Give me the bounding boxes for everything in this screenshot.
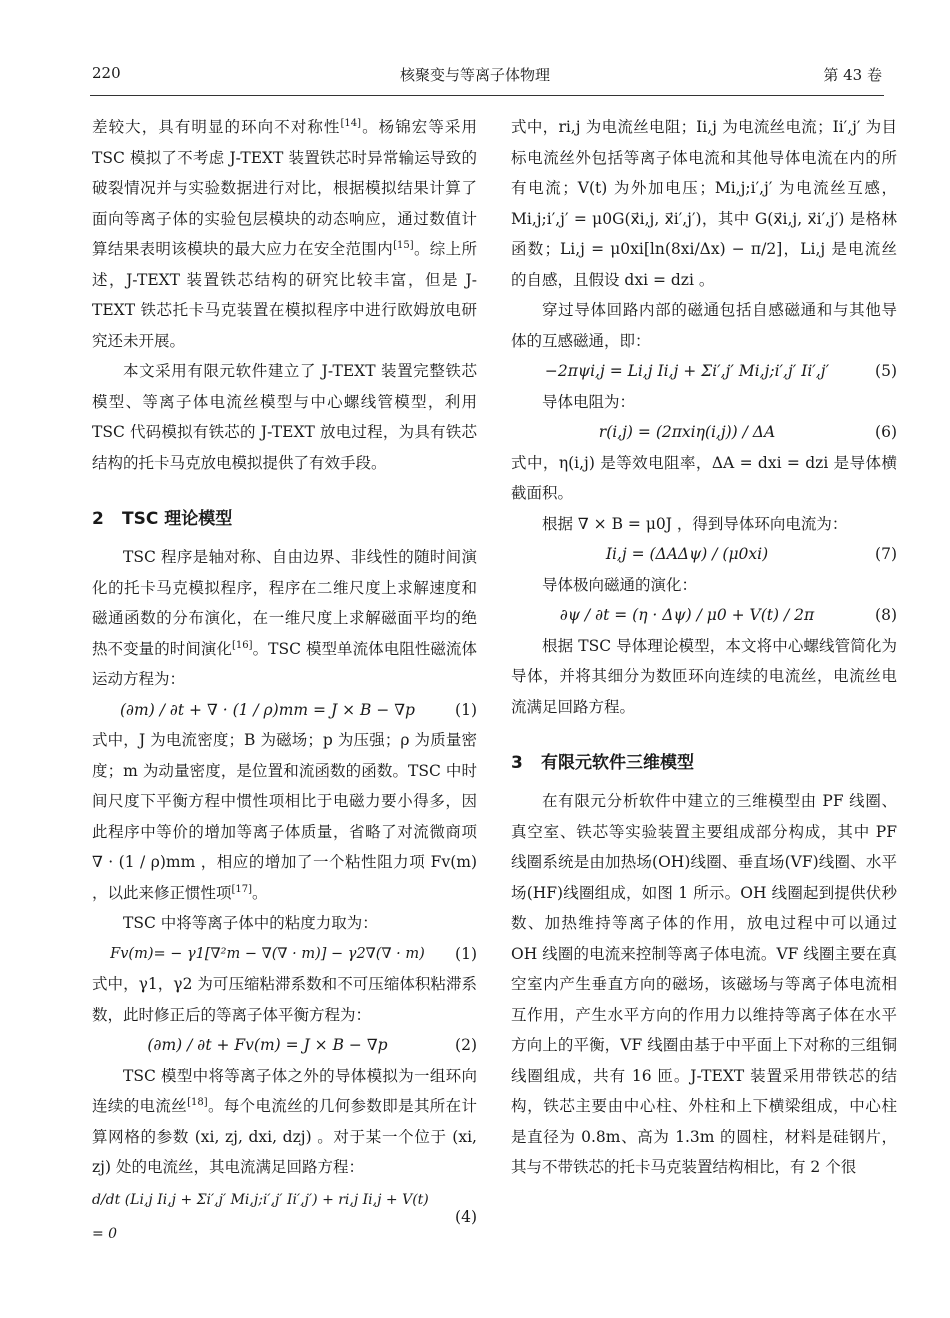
equation-6: r(i,j) = (2πxiη(i,j)) / ΔA (6)	[598, 423, 897, 441]
equation-4: d/dt (Li,j Ii,j + Σi′,j′ Mi,j;i′,j′ Ii′,j′) + ri,j Ii,j + V(t) = 0 (4)	[92, 1191, 477, 1242]
journal-title: 核聚变与等离子体物理	[399, 66, 550, 84]
paragraph-flux: 穿过导体回路内部的磁通包括自感磁通和与其他导体的互感磁通，即：	[511, 301, 897, 350]
paragraph-intro: 本文采用有限元软件建立了 J-TEXT 装置完整铁芯模型、等离子体电流丝模型与中心螺线管模型，利用 TSC 代码模拟有铁芯的 J-TEXT 放电过程，为具有铁芯结构的托卡马克放电模拟提供了有效手段。	[92, 362, 477, 472]
page-number: 220	[92, 64, 121, 82]
right-column	[511, 112, 897, 1183]
paragraph-viscosity: TSC 中将等离子体中的粘度力取为：	[123, 914, 378, 932]
paragraph-resistance: 导体电阻为：	[542, 392, 636, 411]
citation: [16]	[232, 639, 253, 651]
paragraph-filament: TSC 模型中将等离子体之外的导体模拟为一组环向连续的电流丝[18]。每个电流丝的几何参数即是其所在计算网格的参数 (xi, zj, dxi, dzj) 。对于某一个位于 (xi, zj) 处的电流丝，其电流满足回路方程：	[92, 1066, 477, 1176]
paragraph-where: 式中，ri,j 为电流丝电阻；Ii,j 为电流丝电流；Ii′,j′ 为目标电流丝外包括等离子体电流和其他导体电流在内的所有电流；V(t) 为外加电压；Mi,j;i′,j′ 为电流丝互感，Mi,j;i′,j′ = μ0G(x⃗i,j, x⃗i′,j′)，其中 G(x⃗i,j, x⃗i′,j′) 是格林函数；Li,j = μ0xi[ln(8xi/Δx) − π/2]，Li,j 是电流丝的自感，且假设 dxi = dzi 。	[511, 118, 897, 289]
paragraph-continued: 差较大，具有明显的环向不对称性[14]。杨锦宏等采用 TSC 模拟了不考虑 J-TEXT 装置铁芯时异常输运导致的破裂情况并与实验数据进行对比，根据模拟结果计算了面向等离子体的实验包层模块的动态响应，通过数值计算结果表明该模块的最大应力在安全范围内[15]。综上所述，J-TEXT 装置铁芯结构的研究比较丰富，但是 J-TEXT 铁芯托卡马克装置在模拟程序中进行欧姆放电研究还未开展。	[92, 117, 477, 350]
citation: [17]	[231, 883, 253, 895]
paragraph-poloidal: 导体极向磁通的演化：	[542, 575, 698, 594]
paragraph-eta: 式中，η(i,j) 是等效电阻率，ΔA = dxi = dzi 是导体横截面积。	[511, 453, 897, 502]
equation-1: (∂m) / ∂t + ∇ · (1 / ρ)mm = J × B − ∇p (1)	[120, 700, 477, 719]
citation: [15]	[393, 239, 414, 251]
volume-label: 第 43 卷	[823, 66, 882, 84]
equation-5: −2πψi,j = Li,j Ii,j + Σi′,j′ Mi,j;i′,j′ Ii′,j′ (5)	[544, 362, 897, 380]
paragraph-curl: 根据 ∇ × B = μ0J ，得到导体环向电流为：	[542, 514, 848, 533]
equation-8: ∂ψ / ∂t = (η · Δψ) / μ0 + V(t) / 2π (8)	[559, 606, 897, 624]
equation-2: (∂m) / ∂t + Fv(m) = J × B − ∇p (2)	[147, 1036, 477, 1054]
citation: [14]	[340, 117, 362, 129]
paragraph-gamma: 式中，γ1，γ2 为可压缩粘滞系数和不可压缩体积粘滞系数，此时修正后的等离子体平衡方程为：	[92, 975, 477, 1024]
left-column	[92, 112, 477, 1251]
paragraph-eq1-explain: 式中，J 为电流密度；B 为磁场；p 为压强；ρ 为质量密度；m 为动量密度，是位置和流函数的函数。TSC 中时间尺度下平衡方程中惯性项相比于电磁力要小得多，因此程序中等价的增加等离子体质量，省略了对流微商项 ∇ · (1 / ρ)mm ，相应的增加了一个粘性阻力项 Fv(m) ，以此来修正惯性项[17]。	[92, 731, 477, 902]
paragraph-fem-model: 在有限元分析软件中建立的三维模型由 PF 线圈、真空室、铁芯等实验装置主要组成部分构成，其中 PF 线圈系统是由加热场(OH)线圈、垂直场(VF)线圈、水平场(HF)线圈组成，如图 1 所示。OH 线圈起到提供伏秒数、加热维持等离子体的作用，放电过程中可以通过 OH 线圈的电流来控制等离子体电流。VF 线圈主要在真空室内产生垂直方向的磁场，该磁场与等离子体电流相互作用，产生水平方向的作用力以维持等离子体在水平方向上的平衡，VF 线圈由基于中平面上下对称的三组铜线圈组成，共有 16 匝。J-TEXT 装置采用带铁芯的结构，铁芯主要由中心柱、外柱和上下横梁组成，中心柱是直径为 0.8m、高为 1.3m 的圆柱，材料是硅钢片，其与不带铁芯的托卡马克装置结构相比，有 2 个很	[511, 792, 897, 1176]
equation-viscosity: Fv(m)= − γ1[∇²m − ∇(∇ · m)] − γ2∇(∇ · m) (1)	[110, 944, 477, 963]
section-heading-3: 3 有限元软件三维模型	[511, 753, 694, 773]
paragraph-tsc: TSC 程序是轴对称、自由边界、非线性的随时间演化的托卡马克模拟程序，程序在二维尺度上求解速度和磁通函数的分布演化，在一维尺度上求解磁面平均的绝热不变量的时间演化[16]。TSC 模型单流体电阻性磁流体运动方程为：	[92, 548, 477, 688]
citation: [18]	[187, 1096, 208, 1108]
section-heading-2: 2 TSC 理论模型	[92, 509, 233, 529]
paragraph-central-solenoid: 根据 TSC 导体理论模型，本文将中心螺线管简化为导体，并将其细分为数匝环向连续的电流丝，电流丝电流满足回路方程。	[511, 636, 897, 716]
header-rule	[90, 95, 884, 96]
equation-7: Ii,j = (ΔAΔψ) / (μ0xi) (7)	[605, 545, 897, 563]
